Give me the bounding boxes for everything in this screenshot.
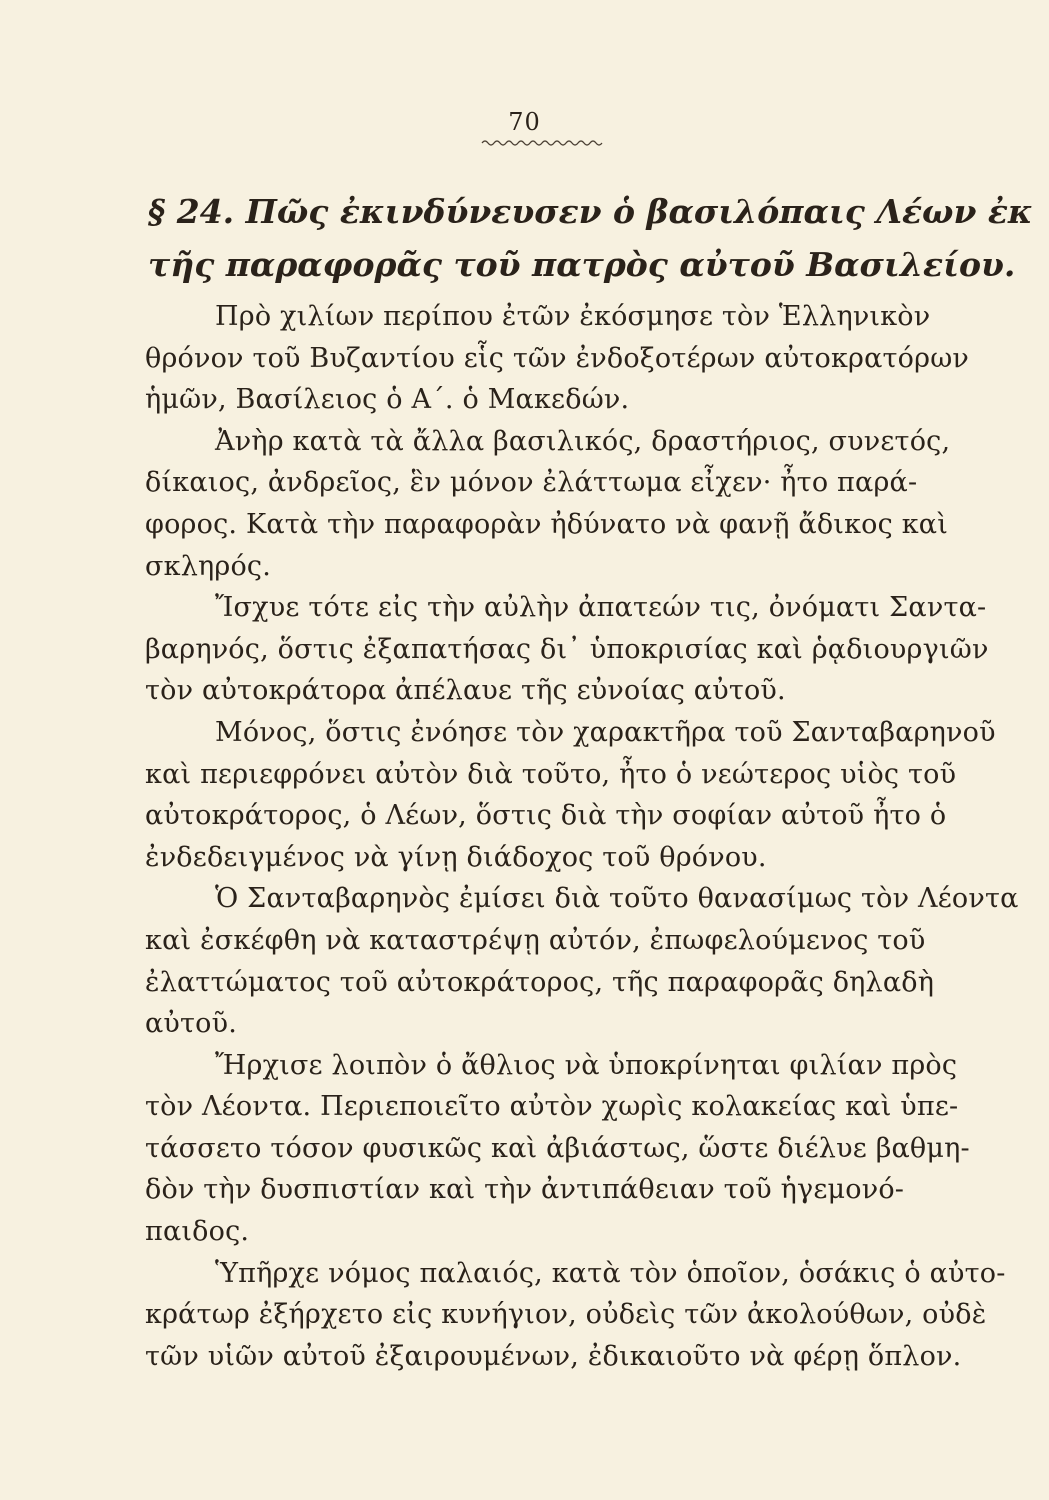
- text-line: Ὑπῆρχε νόμος παλαιός, κατὰ τὸν ὁποῖον, ὁσάκις ὁ αὐτο-: [215, 1257, 1006, 1289]
- text-line: παιδος.: [145, 1216, 250, 1248]
- section-heading-line-1: § 24. Πῶς ἐκινδύνευσεν ὁ βασιλόπαις Λέων ἐκ: [148, 192, 1033, 231]
- text-line: Ἀνὴρ κατὰ τὰ ἄλλα βασιλικός, δραστήριος, συνετός,: [215, 425, 951, 457]
- page-number-ornament: [482, 138, 602, 148]
- text-line: καὶ ἐσκέφθη νὰ καταστρέψῃ αὐτόν, ἐπωφελούμενος τοῦ: [145, 924, 926, 956]
- page-number: [0, 108, 1049, 136]
- text-line: αὐτοκράτορος, ὁ Λέων, ὅστις διὰ τὴν σοφίαν αὐτοῦ ἦτο ὁ: [145, 800, 947, 832]
- body-text: [145, 296, 1019, 1377]
- page-number-text: 70: [508, 108, 541, 136]
- text-line: Μόνος, ὅστις ἐνόησε τὸν χαρακτῆρα τοῦ Σανταβαρηνοῦ: [215, 716, 996, 748]
- text-line: θρόνον τοῦ Βυζαντίου εἷς τῶν ἐνδοξοτέρων αὐτοκρατόρων: [145, 342, 970, 374]
- text-line: τὸν Λέοντα. Περιεποιεῖτο αὐτὸν χωρὶς κολακείας καὶ ὑπε-: [145, 1091, 959, 1123]
- text-line: ἐνδεδειγμένος νὰ γίνῃ διάδοχος τοῦ θρόνου.: [145, 841, 767, 873]
- text-line: Ἤρχισε λοιπὸν ὁ ἄθλιος νὰ ὑποκρίνηται φιλίαν πρὸς: [215, 1049, 958, 1081]
- text-line: σκληρός.: [145, 550, 272, 582]
- text-line: καὶ περιεφρόνει αὐτὸν διὰ τοῦτο, ἦτο ὁ νεώτερος υἱὸς τοῦ: [145, 758, 957, 790]
- text-line: δὸν τὴν δυσπιστίαν καὶ τὴν ἀντιπάθειαν τοῦ ἡγεμονό-: [145, 1174, 905, 1206]
- text-line: κράτωρ ἐξήρχετο εἰς κυνήγιον, οὐδεὶς τῶν ἀκολούθων, οὐδὲ: [145, 1299, 987, 1331]
- text-line: Ὁ Σανταβαρηνὸς ἐμίσει διὰ τοῦτο θανασίμως τὸν Λέοντα: [215, 883, 1019, 915]
- text-line: Πρὸ χιλίων περίπου ἐτῶν ἐκόσμησε τὸν Ἑλληνικὸν: [215, 301, 931, 332]
- text-line: αὐτοῦ.: [145, 1008, 238, 1040]
- text-line: τῶν υἱῶν αὐτοῦ ἐξαιρουμένων, ἐδικαιοῦτο νὰ φέρῃ ὅπλον.: [145, 1340, 962, 1372]
- text-line: Ἴσχυε τότε εἰς τὴν αὐλὴν ἀπατεών τις, ὀνόματι Σαντα-: [215, 592, 987, 624]
- text-line: ἡμῶν, Βασίλειος ὁ Α΄. ὁ Μακεδών.: [145, 384, 630, 416]
- text-line: φορος. Κατὰ τὴν παραφορὰν ἠδύνατο νὰ φανῇ ἄδικος καὶ: [145, 508, 948, 540]
- text-line: τὸν αὐτοκράτορα ἀπέλαυε τῆς εὐνοίας αὐτοῦ.: [145, 675, 786, 707]
- text-line: ἐλαττώματος τοῦ αὐτοκράτορος, τῆς παραφορᾶς δηλαδὴ: [145, 966, 935, 998]
- text-line: δίκαιος, ἀνδρεῖος, ἓν μόνον ἐλάττωμα εἶχεν· ἦτο παρά-: [145, 467, 918, 499]
- section-heading: [148, 185, 1033, 291]
- section-heading-line-2: τῆς παραφορᾶς τοῦ πατρὸς αὐτοῦ Βασιλείου.: [148, 245, 1016, 284]
- text-line: βαρηνός, ὅστις ἐξαπατήσας δι᾿ ὑποκρισίας καὶ ῥᾳδιουργιῶν: [145, 633, 989, 665]
- text-line: τάσσετο τόσον φυσικῶς καὶ ἀβιάστως, ὥστε διέλυε βαθμη-: [145, 1132, 970, 1164]
